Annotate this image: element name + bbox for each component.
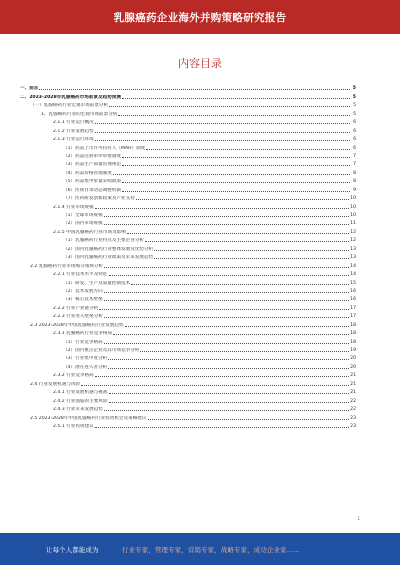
- toc-entry-page: 13: [350, 246, 356, 252]
- toc-entry[interactable]: [20, 108, 356, 116]
- toc-entry-page: 8: [353, 179, 356, 185]
- toc-dot-leader: [95, 140, 350, 141]
- toc-dot-leader: [122, 98, 350, 99]
- toc-entry-page: 6: [353, 128, 356, 134]
- toc-entry[interactable]: [20, 404, 356, 412]
- toc-entry-page: 12: [350, 238, 356, 244]
- toc-entry[interactable]: [20, 193, 356, 201]
- toc-entry[interactable]: [20, 260, 356, 268]
- toc-dot-leader: [104, 292, 349, 293]
- toc-entry-page: 21: [350, 390, 356, 396]
- toc-dot-leader: [108, 359, 349, 360]
- toc-entry-page: 7: [353, 153, 356, 159]
- toc-entry-page: 10: [350, 213, 356, 218]
- toc-entry-title: （6）医保目录动态调整机制: [63, 187, 122, 193]
- toc-entry[interactable]: [20, 125, 356, 133]
- toc-entry-page: 9: [353, 187, 356, 193]
- footer-slogan: 让每个人都能成为: [46, 546, 99, 554]
- toc-entry-page: 6: [353, 145, 356, 151]
- toc-entry-title: （1）全球市场规模: [63, 213, 103, 218]
- toc-entry-title: 2.1.3 行业运行环境: [53, 137, 94, 143]
- toc-dot-leader: [122, 165, 350, 166]
- toc-entry[interactable]: [20, 83, 356, 91]
- toc-entry-title: （2）国内市场规模: [63, 221, 103, 227]
- toc-entry-title: （2）国内乳腺癌药行业整体发展及优势分析: [63, 246, 154, 252]
- report-header-bar: [0, 0, 400, 34]
- toc-entry[interactable]: [20, 210, 356, 218]
- toc-entry-title: 2.4 行业发展机遇与风险: [30, 381, 81, 387]
- toc-entry-title: （1）研发、生产及质量控制技术: [63, 280, 131, 286]
- toc-dot-leader: [109, 106, 350, 107]
- toc-entry[interactable]: [20, 286, 356, 294]
- toc-entry-title: 二、2023-2028年乳腺癌药市场前景及趋势预测: [20, 94, 121, 100]
- toc-entry[interactable]: [20, 201, 356, 209]
- toc-entry-page: 21: [350, 381, 356, 387]
- toc-dot-leader: [118, 115, 350, 116]
- toc-entry-title: （3）行业集中度分析: [63, 356, 108, 362]
- toc-dot-leader: [108, 368, 349, 369]
- toc-entry-page: 22: [350, 398, 356, 404]
- toc-dot-leader: [104, 410, 349, 411]
- toc-dot-leader: [95, 376, 349, 377]
- toc-dot-leader: [99, 309, 349, 310]
- toc-entry-title: （7）医药研发创新政策及产业支持: [63, 196, 135, 202]
- toc-dot-leader: [125, 326, 350, 327]
- toc-entry-page: 14: [350, 272, 356, 278]
- toc-dot-leader: [95, 123, 350, 124]
- toc-entry-title: 2.2.3 行业进入壁垒分析: [53, 314, 103, 320]
- toc-entry[interactable]: [20, 328, 356, 336]
- toc-entry-page: 17: [350, 305, 356, 311]
- toc-entry-page: 23: [350, 423, 356, 429]
- toc-entry-title: 2.2.2 行业产业链分析: [53, 305, 99, 311]
- toc-entry-title: （2）药品注册审评审批制度: [63, 153, 122, 159]
- toc-dot-leader: [109, 275, 350, 276]
- toc-entry[interactable]: [20, 311, 356, 319]
- toc-entry[interactable]: [20, 269, 356, 277]
- toc-entry[interactable]: [20, 100, 356, 108]
- toc-entry[interactable]: [20, 277, 356, 285]
- toc-dot-leader: [136, 199, 349, 200]
- toc-entry-page: 17: [350, 314, 356, 320]
- toc-entry[interactable]: [20, 302, 356, 310]
- toc-entry-title: （1）行业竞争格局: [63, 339, 103, 345]
- toc-entry-page: 10: [350, 196, 356, 202]
- toc-dot-leader: [95, 132, 350, 133]
- toc-entry-title: 2.2 乳腺癌药行业市场细分领域分析: [30, 263, 104, 269]
- toc-entry-title: （1）乳腺癌药行业特点及主要企业分析: [63, 238, 145, 244]
- toc-entry[interactable]: [20, 243, 356, 251]
- toc-dot-leader: [148, 419, 350, 420]
- toc-entry[interactable]: [20, 395, 356, 403]
- toc-dot-leader: [154, 250, 349, 251]
- toc-dot-leader: [127, 233, 349, 234]
- toc-entry[interactable]: [20, 421, 356, 429]
- toc-entry-title: 2.1.1 行业运行概况: [53, 120, 94, 126]
- toc-entry-page: 7: [353, 162, 356, 168]
- toc-dot-leader: [109, 393, 350, 394]
- toc-entry-page: 23: [350, 415, 356, 421]
- toc-entry-title: 一、前言: [20, 86, 39, 92]
- toc-entry-page: 15: [350, 280, 356, 286]
- toc-entry[interactable]: [20, 252, 356, 260]
- toc-entry[interactable]: [20, 345, 356, 353]
- toc-entry-title: （5）药品集中带量采购政策: [63, 179, 122, 185]
- toc-dot-leader: [146, 149, 350, 150]
- toc-entry[interactable]: [20, 167, 356, 175]
- page-number: 1: [357, 516, 360, 521]
- toc-entry-title: 2.5.1 行业投资建议: [53, 423, 94, 429]
- toc-entry-page: 21: [350, 373, 356, 379]
- toc-dot-leader: [122, 191, 350, 192]
- toc-entry-title: （1）药品上市许可持有人（MAH）制度: [63, 145, 146, 151]
- toc-entry-page: 5: [353, 103, 356, 109]
- toc-dot-leader: [39, 89, 350, 90]
- toc-dot-leader: [104, 317, 349, 318]
- footer-banner: [0, 533, 400, 565]
- toc-entry[interactable]: [20, 91, 356, 99]
- footer-roles: 行业专家，管理专家，营销专家，战略专家，成功企业家……: [122, 546, 300, 554]
- toc-dot-leader: [104, 224, 349, 225]
- toc-dot-leader: [104, 300, 349, 301]
- toc-dot-leader: [131, 284, 349, 285]
- toc-entry-title: （2）技术发展方向: [63, 288, 103, 294]
- toc-entry[interactable]: [20, 184, 356, 192]
- toc-entry-title: （2）国内重点企业及其市场竞争分析: [63, 348, 140, 353]
- toc-entry-page: 22: [350, 407, 356, 413]
- toc-entry-page: 16: [350, 288, 356, 294]
- toc-entry-page: 20: [350, 364, 356, 370]
- toc-dot-leader: [140, 351, 349, 352]
- toc-entry-page: 8: [353, 170, 356, 176]
- toc-entry-title: （4）药品价格管理制度: [63, 170, 112, 176]
- toc-entry[interactable]: [20, 353, 356, 361]
- toc-entry[interactable]: [20, 294, 356, 302]
- toc-entry-title: 2.2.1 行业技术水平及特征: [53, 272, 108, 278]
- toc-heading: 内容目录: [178, 57, 222, 70]
- toc-entry[interactable]: [20, 117, 356, 125]
- toc-entry-page: 13: [350, 255, 356, 261]
- toc-entry-page: 18: [350, 339, 356, 345]
- toc-entry[interactable]: [20, 134, 356, 142]
- toc-entry-title: 2.3.2 行业竞争格局: [53, 373, 94, 379]
- toc-entry-page: 5: [352, 86, 356, 92]
- toc-entry[interactable]: [20, 142, 356, 150]
- toc-dot-leader: [95, 208, 349, 209]
- report-title: 乳腺癌药企业海外并购策略研究报告: [113, 12, 287, 24]
- toc-entry-page: 18: [350, 331, 356, 337]
- toc-dot-leader: [104, 267, 349, 268]
- toc-dot-leader: [113, 334, 349, 335]
- toc-entry[interactable]: [20, 412, 356, 420]
- toc-dot-leader: [104, 216, 349, 217]
- toc-dot-leader: [81, 385, 349, 386]
- toc-entry-title: （3）国内乳腺癌药行业政策及未来发展趋势: [63, 255, 154, 261]
- toc-entry-title: 2.1.2 行业发展趋势: [53, 128, 94, 134]
- toc-entry[interactable]: [20, 336, 356, 344]
- toc-entry[interactable]: [20, 378, 356, 386]
- toc-entry-title: （一）乳腺癌药行业宏观市场前景分析: [30, 103, 109, 109]
- toc-entry[interactable]: [20, 370, 356, 378]
- table-of-contents: [20, 83, 356, 429]
- toc-dot-leader: [122, 157, 350, 158]
- toc-entry[interactable]: [20, 319, 356, 327]
- toc-entry-page: 19: [350, 348, 356, 353]
- toc-entry[interactable]: [20, 151, 356, 159]
- toc-dot-leader: [95, 427, 349, 428]
- toc-entry[interactable]: [20, 226, 356, 234]
- toc-entry-title: 2.3 2023-2028年中国乳腺癌药行业发展趋势: [30, 322, 124, 328]
- toc-entry-page: 5: [353, 111, 356, 117]
- toc-entry-title: 2.4.2 行业面临的主要风险: [53, 398, 108, 404]
- toc-dot-leader: [104, 343, 349, 344]
- toc-entry-page: 20: [350, 356, 356, 362]
- toc-entry-title: 1、乳腺癌药行业的宏观市场前景分析: [41, 111, 118, 117]
- toc-dot-leader: [113, 174, 350, 175]
- toc-dot-leader: [145, 241, 349, 242]
- toc-entry-page: 12: [350, 229, 356, 235]
- toc-entry[interactable]: [20, 361, 356, 369]
- toc-dot-leader: [109, 402, 350, 403]
- toc-entry-title: （3）核心技术壁垒: [63, 297, 103, 303]
- toc-entry-page: 6: [353, 120, 356, 126]
- toc-entry[interactable]: [20, 176, 356, 184]
- toc-entry-page: 5: [352, 94, 356, 100]
- toc-entry-page: 16: [350, 297, 356, 303]
- toc-entry-title: 2.4.1 行业发展机遇与挑战: [53, 390, 108, 396]
- toc-entry-title: 2.4.3 行业未来发展趋势: [53, 407, 103, 413]
- toc-entry-title: 2.3.1 乳腺癌药行业竞争格局: [53, 331, 113, 337]
- toc-entry-page: 10: [350, 204, 356, 210]
- toc-entry-title: （4）潜在进入者分析: [63, 364, 108, 370]
- toc-entry-title: 2.1.5 中国乳腺癌药行业市场及影响: [53, 229, 126, 235]
- toc-dot-leader: [122, 182, 350, 183]
- toc-entry-title: 2.1.4 行业市场规模: [53, 204, 94, 210]
- toc-entry-title: （3）药品生产质量管理规范: [63, 162, 122, 168]
- toc-entry-page: 11: [350, 221, 356, 227]
- toc-entry[interactable]: [20, 159, 356, 167]
- toc-entry-page: 14: [350, 263, 356, 269]
- toc-entry[interactable]: [20, 387, 356, 395]
- toc-entry-page: 6: [353, 137, 356, 143]
- toc-entry[interactable]: [20, 235, 356, 243]
- toc-entry[interactable]: [20, 218, 356, 226]
- toc-dot-leader: [154, 258, 349, 259]
- toc-entry-title: 2.5 2023-2028年中国乳腺癌药行业投资机会及策略建议: [30, 415, 147, 421]
- toc-entry-page: 18: [350, 322, 356, 328]
